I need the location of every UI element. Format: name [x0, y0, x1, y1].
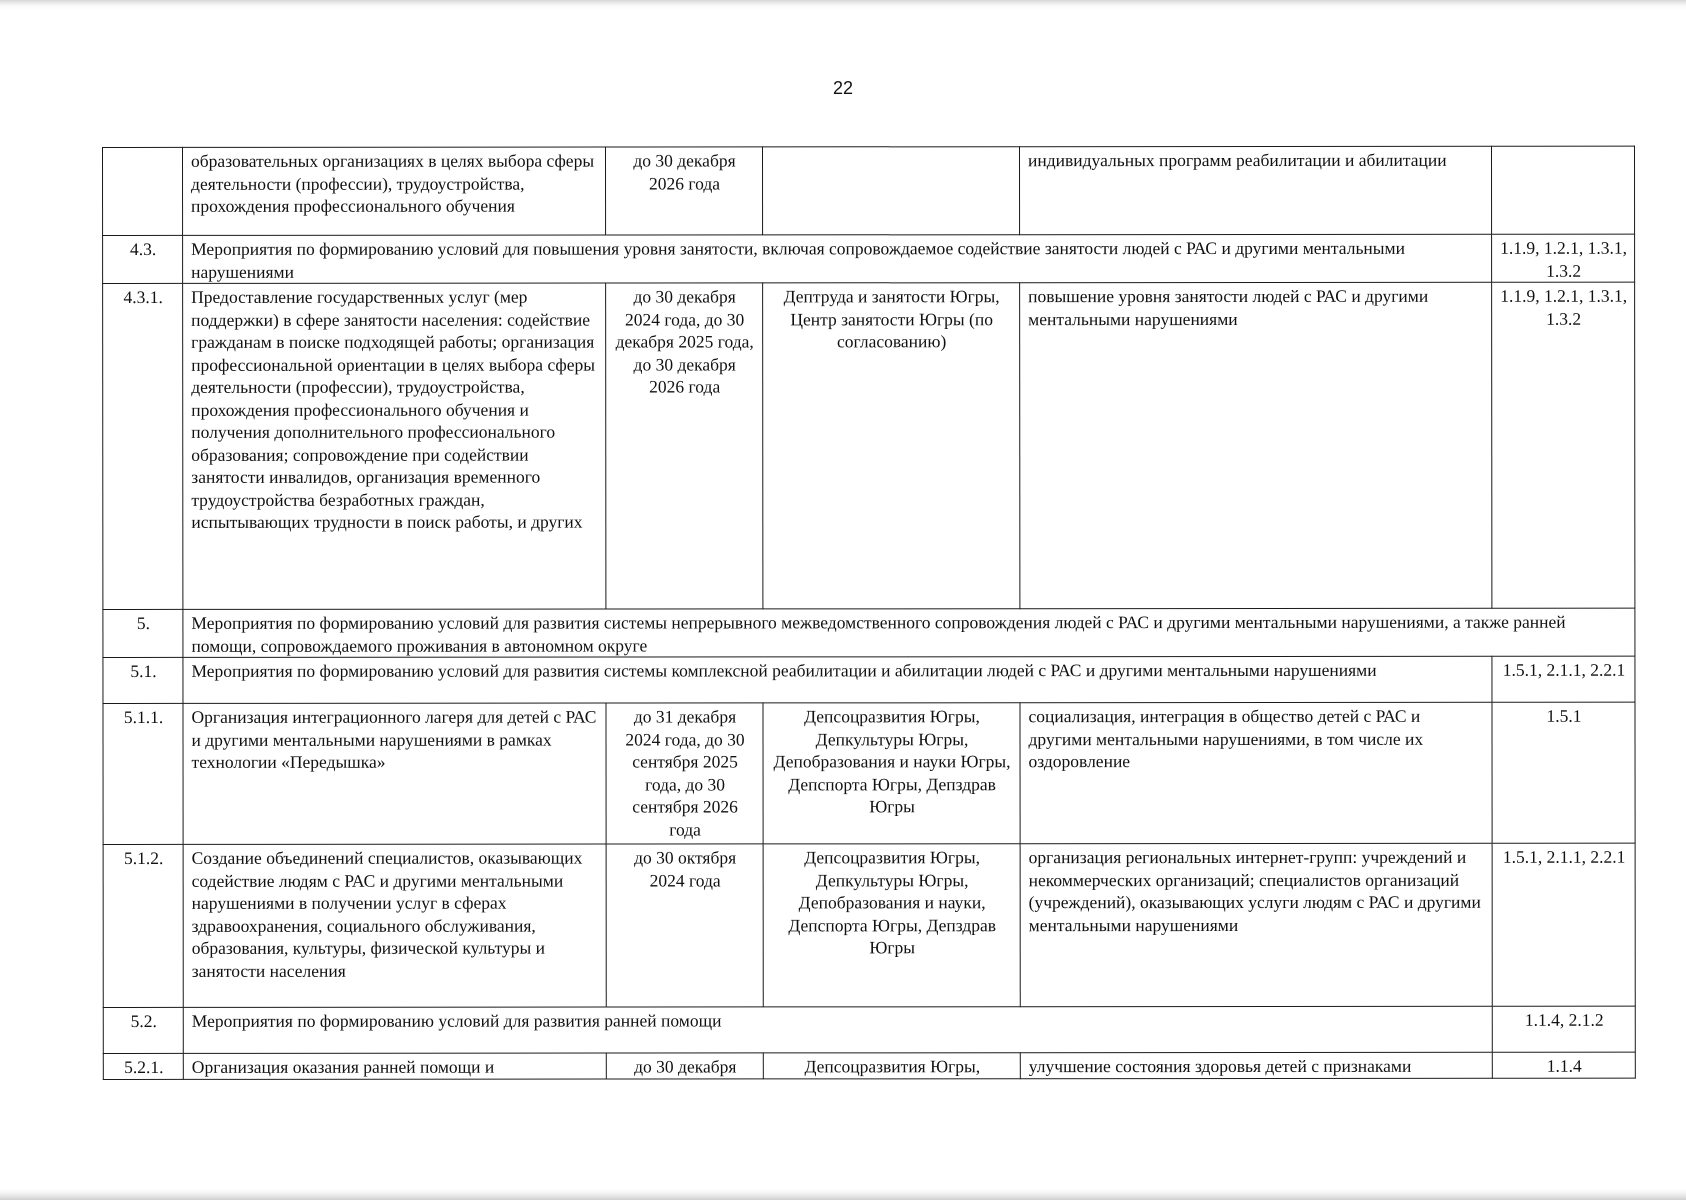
- indicators-cell: 1.5.1, 2.1.1, 2.2.1: [1492, 843, 1635, 1006]
- result-cell: индивидуальных программ реабилитации и абилитации: [1020, 146, 1492, 234]
- activity-cell: Создание объединений специалистов, оказывающих содействие людям с РАС и другими ментальными нарушениями в получении услуг в сферах здравоохранения, социального обслуживания, образования, культуры, физической культуры и занятости населения: [183, 844, 606, 1007]
- activity-cell: образовательных организациях в целях выбора сферы деятельности (профессии), трудоустройства, прохождения профессионального обучения: [183, 147, 606, 235]
- deadline-cell: до 30 декабря 2026 года: [606, 147, 763, 235]
- scan-edge-bottom: [0, 1189, 1686, 1200]
- deadline-cell: до 30 октября 2024 года: [606, 844, 763, 1007]
- page-number: 22: [832, 78, 854, 98]
- responsible-cell: Дептруда и занятости Югры, Центр занятости Югры (по согласованию): [763, 283, 1020, 609]
- result-cell: организация региональных интернет-групп: учреждений и некоммерческих организаций; специалистов организаций (учреждений), оказывающих услуги людям с РАС и другими ментальными нарушениями: [1020, 843, 1492, 1006]
- indicators-cell: 1.1.4, 2.1.2: [1492, 1006, 1635, 1052]
- table-row: [103, 843, 1635, 1007]
- row-number: 5.1.1.: [103, 703, 183, 844]
- deadline-cell: до 30 декабря 2024 года, до 30 декабря 2025 года, до 30 декабря 2026 года: [606, 283, 763, 609]
- deadline-cell: до 30 декабря: [606, 1053, 763, 1079]
- indicators-cell: 1.1.9, 1.2.1, 1.3.1, 1.3.2: [1492, 234, 1635, 282]
- table-row: [103, 1052, 1635, 1079]
- activity-cell: Организация оказания ранней помощи и: [183, 1053, 606, 1079]
- activity-cell: Предоставление государственных услуг (мер поддержки) в сфере занятости населения: содействие гражданам в поиске подходящей работы; организация профессиональной ориентации в целях выбора сферы деятельности (профессии), трудоустройства, прохождения профессионального обучения и получения дополнительного профессионального образования; сопровождение при содействии занятости инвалидов, организация временного трудоустройства безработных граждан, испытывающих трудности в поиск работы, и других: [183, 283, 606, 609]
- row-number: 5.: [103, 609, 183, 657]
- action-plan-table: [102, 146, 1636, 1080]
- table-row: [103, 702, 1635, 844]
- table-row: [103, 608, 1635, 657]
- deadline-cell: до 31 декабря 2024 года, до 30 сентября 2025 года, до 30 сентября 2026 года: [606, 703, 763, 844]
- indicators-cell: 1.1.9, 1.2.1, 1.3.1, 1.3.2: [1492, 282, 1635, 608]
- section-title-cell: Мероприятия по формированию условий для развития системы комплексной реабилитации и абилитации людей с РАС и другими ментальными нарушениями: [183, 656, 1492, 703]
- section-title-cell: Мероприятия по формированию условий для развития системы непрерывного межведомственного сопровождения людей с РАС и другими ментальными нарушениями, а также ранней помощи, сопровождаемого проживания в автономном округе: [183, 608, 1635, 657]
- result-cell: повышение уровня занятости людей с РАС и другими ментальными нарушениями: [1020, 282, 1492, 608]
- table-row: [103, 146, 1635, 235]
- scan-edge-top: [0, 0, 1686, 10]
- row-number: [103, 147, 183, 235]
- row-number: 4.3.1.: [103, 283, 183, 609]
- result-cell: социализация, интеграция в общество детей с РАС и другими ментальными нарушениями, в том числе их оздоровление: [1020, 702, 1492, 843]
- activity-cell: Организация интеграционного лагеря для детей с РАС и другими ментальными нарушениями в рамках технологии «Передышка»: [183, 703, 606, 844]
- responsible-cell: Депсоцразвития Югры, Депкультуры Югры, Депобразования и науки Югры, Депспорта Югры, Депздрав Югры: [763, 703, 1020, 844]
- responsible-cell: Депсоцразвития Югры, Депкультуры Югры, Депобразования и науки, Депспорта Югры, Депздрав Югры: [763, 844, 1020, 1007]
- indicators-cell: 1.5.1: [1492, 702, 1635, 843]
- responsible-cell: Депсоцразвития Югры,: [763, 1053, 1020, 1079]
- section-title-cell: Мероприятия по формированию условий для повышения уровня занятости, включая сопровождаемое содействие занятости людей с РАС и другими ментальными нарушениями: [183, 234, 1492, 283]
- indicators-cell: 1.5.1, 2.1.1, 2.2.1: [1492, 656, 1635, 702]
- table-row: [103, 656, 1635, 703]
- row-number: 5.2.1.: [103, 1053, 183, 1079]
- indicators-cell: [1491, 146, 1634, 234]
- indicators-cell: 1.1.4: [1492, 1052, 1635, 1078]
- row-number: 5.1.2.: [103, 844, 183, 1007]
- row-number: 5.1.: [103, 657, 183, 703]
- table-row: [103, 282, 1635, 609]
- row-number: 5.2.: [103, 1007, 183, 1053]
- responsible-cell: [763, 147, 1020, 235]
- section-title-cell: Мероприятия по формированию условий для развития ранней помощи: [183, 1006, 1492, 1053]
- table-row: [103, 1006, 1635, 1053]
- table-row: [103, 234, 1635, 283]
- result-cell: улучшение состояния здоровья детей с признаками: [1020, 1052, 1492, 1078]
- row-number: 4.3.: [103, 235, 183, 283]
